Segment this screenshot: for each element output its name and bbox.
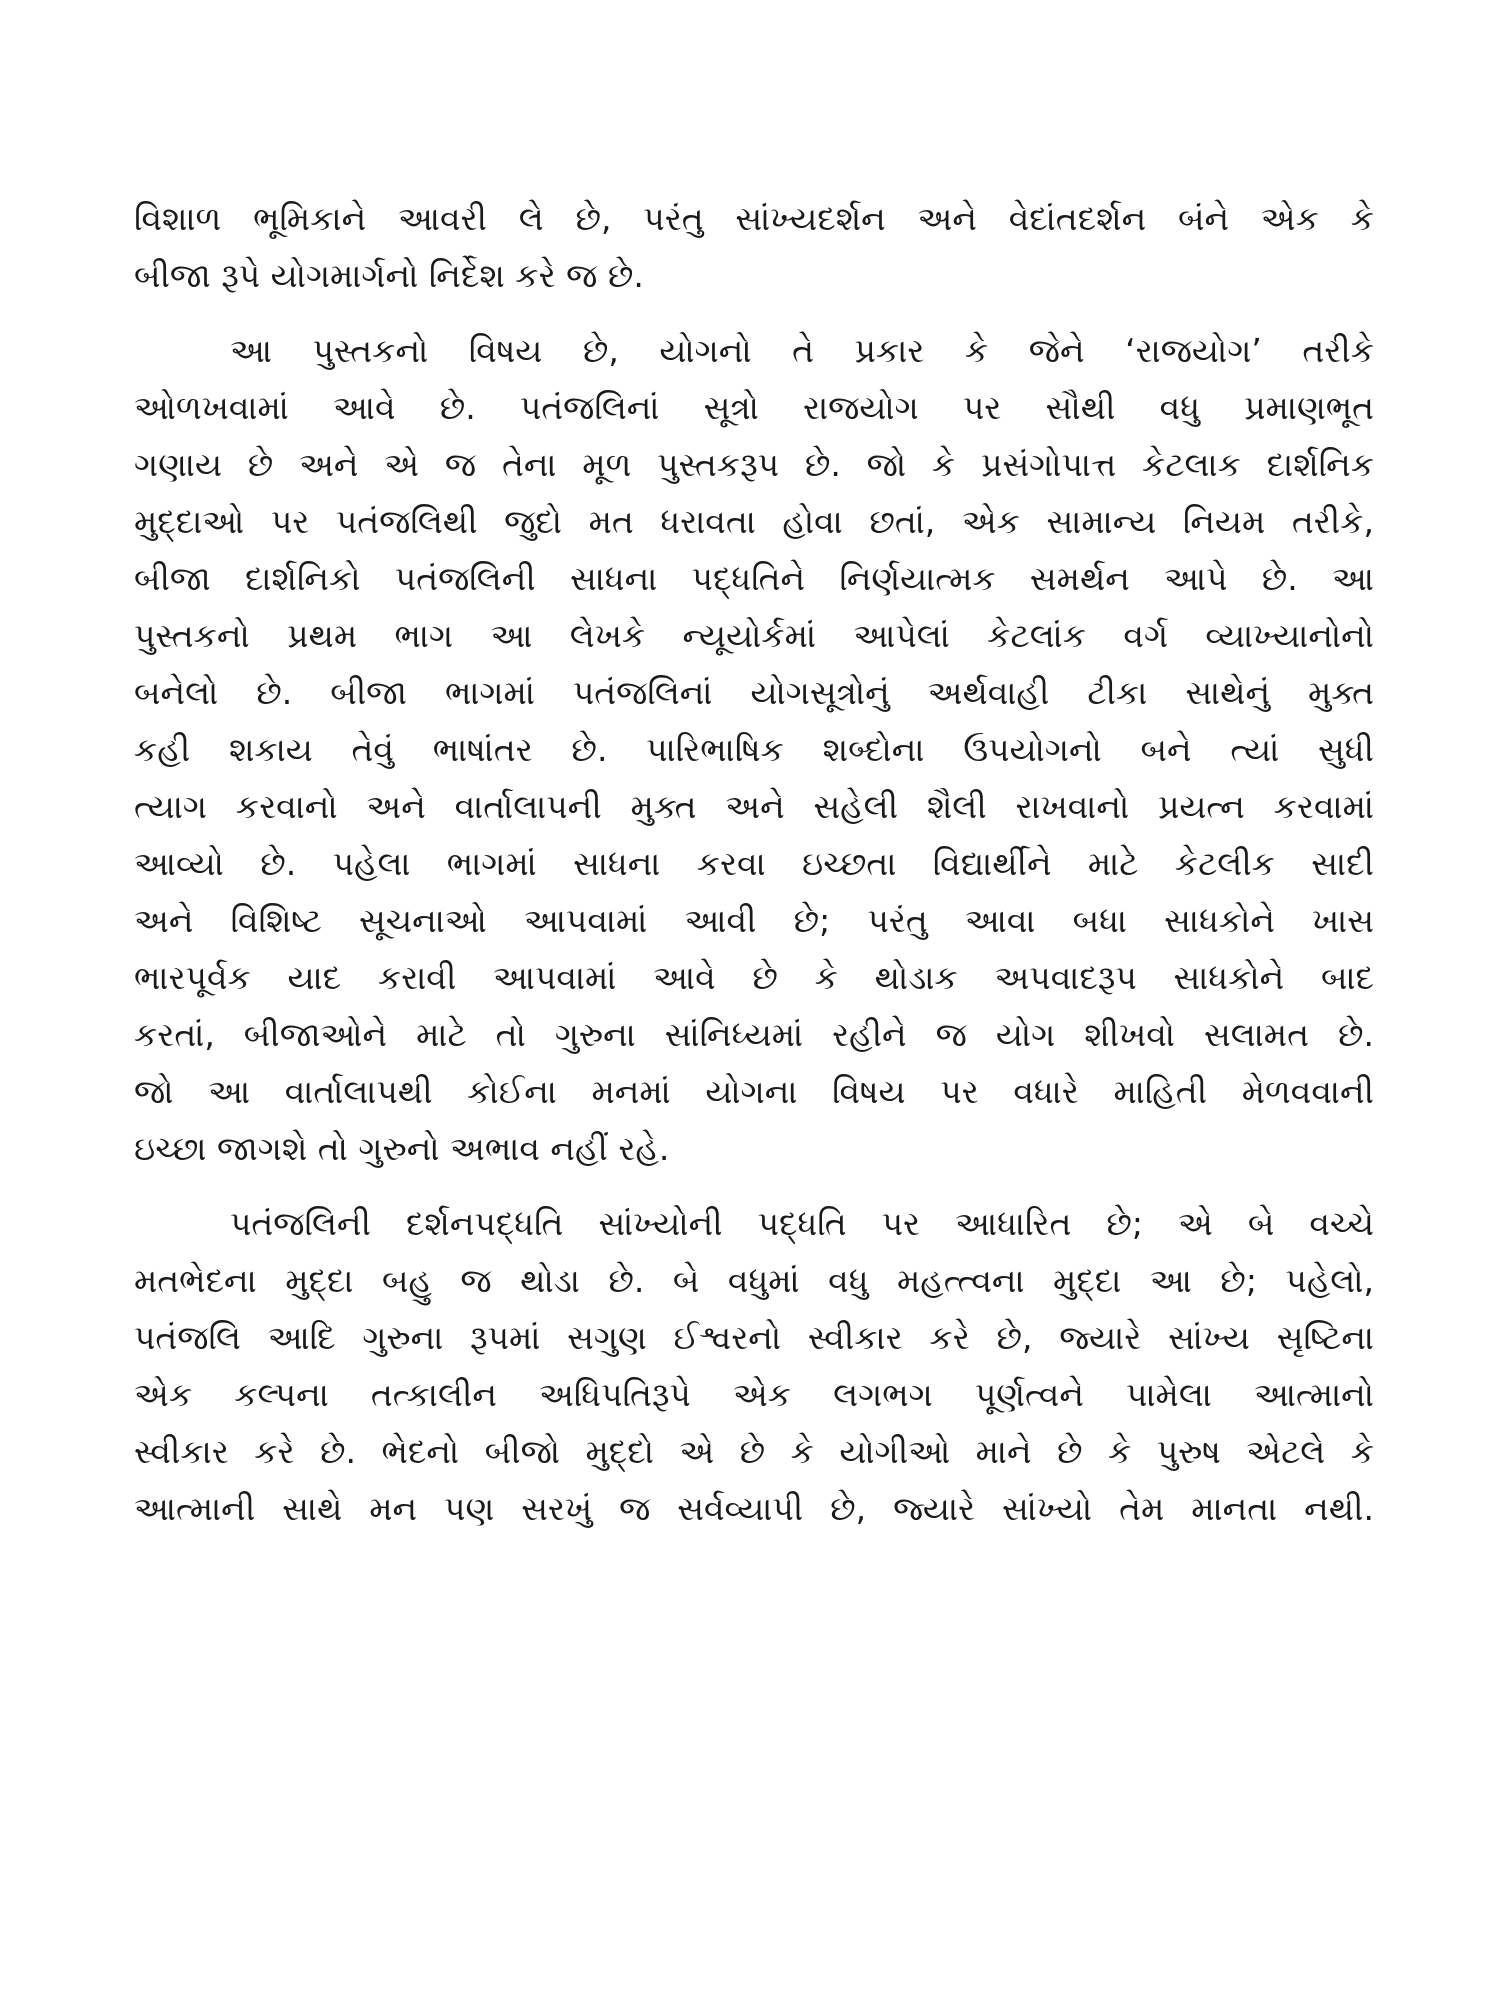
text-line: બીજા રૂપે યોગમાર્ગનો નિર્દેશ કરે જ છે. xyxy=(134,256,644,295)
text-line: પુસ્તકનો પ્રથમ ભાગ આ લેખકે ન્યૂયોર્કમાં આપેલાં કેટલાંક વર્ગ વ્યાખ્યાનોનો xyxy=(134,616,1374,655)
text-line: આવ્યો છે. પહેલા ભાગમાં સાધના કરવા ઇચ્છતા વિદ્યાર્થીને માટે કેટલીક સાદી xyxy=(134,844,1374,883)
text-line: આત્માની સાથે મન પણ સરખું જ સર્વવ્યાપી છે, જ્યારે સાંખ્યો તેમ માનતા નથી. xyxy=(134,1489,1374,1528)
text-line: જો આ વાર્તાલાપથી કોઈના મનમાં યોગના વિષય પર વધારે માહિતી મેળવવાની xyxy=(134,1072,1374,1111)
text-line: અને વિશિષ્ટ સૂચનાઓ આપવામાં આવી છે; પરંતુ આવા બધા સાધકોને ખાસ xyxy=(134,901,1374,940)
text-line: ઇચ્છા જાગશે તો ગુરુનો અભાવ નહીં રહે. xyxy=(134,1129,670,1168)
text-line: કરતાં, બીજાઓને માટે તો ગુરુના સાંનિધ્યમાં રહીને જ યોગ શીખવો સલામત છે. xyxy=(134,1015,1374,1054)
text-line: બનેલો છે. બીજા ભાગમાં પતંજલિનાં યોગસૂત્રોનું અર્થવાહી ટીકા સાથેનું મુક્ત xyxy=(134,673,1374,712)
text-line: પતંજલિની દર્શનપદ્ધતિ સાંખ્યોની પદ્ધતિ પર આધારિત છે; એ બે વચ્ચે xyxy=(230,1204,1374,1243)
paragraph-2 xyxy=(134,322,1374,1177)
paragraph-3 xyxy=(134,1195,1374,1537)
text-line: સ્વીકાર કરે છે. ભેદનો બીજો મુદ્દો એ છે કે યોગીઓ માને છે કે પુરુષ એટલે કે xyxy=(134,1432,1374,1471)
text-line: ગણાય છે અને એ જ તેના મૂળ પુસ્તકરૂપ છે. જો કે પ્રસંગોપાત્ત કેટલાક દાર્શનિક xyxy=(134,445,1374,484)
text-line: મતભેદના મુદ્દા બહુ જ થોડા છે. બે વધુમાં વધુ મહત્ત્વના મુદ્દા આ છે; પહેલો, xyxy=(134,1261,1374,1300)
text-line: ઓળખવામાં આવે છે. પતંજલિનાં સૂત્રો રાજયોગ પર સૌથી વધુ પ્રમાણભૂત xyxy=(134,388,1374,427)
text-line: આ પુસ્તકનો વિષય છે, યોગનો તે પ્રકાર કે જેને ‘રાજયોગ’ તરીકે xyxy=(230,331,1374,370)
text-line: મુદ્દાઓ પર પતંજલિથી જુદો મત ધરાવતા હોવા છતાં, એક સામાન્ય નિયમ તરીકે, xyxy=(134,502,1374,541)
text-line: એક કલ્પના તત્કાલીન અધિપતિરૂપે એક લગભગ પૂર્ણત્વને પામેલા આત્માનો xyxy=(134,1375,1374,1414)
text-line: બીજા દાર્શનિકો પતંજલિની સાધના પદ્ધતિને નિર્ણયાત્મક સમર્થન આપે છે. આ xyxy=(134,559,1374,598)
paragraph-1 xyxy=(134,190,1374,304)
document-page xyxy=(134,190,1374,1537)
text-line: ત્યાગ કરવાનો અને વાર્તાલાપની મુક્ત અને સહેલી શૈલી રાખવાનો પ્રયત્ન કરવામાં xyxy=(134,787,1374,826)
paragraph-gap xyxy=(134,1177,1374,1195)
text-line: ભારપૂર્વક યાદ કરાવી આપવામાં આવે છે કે થોડાક અપવાદરૂપ સાધકોને બાદ xyxy=(134,958,1374,997)
text-line: કહી શકાય તેવું ભાષાંતર છે. પારિભાષિક શબ્દોના ઉપયોગનો બને ત્યાં સુધી xyxy=(134,730,1374,769)
text-line: વિશાળ ભૂમિકાને આવરી લે છે, પરંતુ સાંખ્યદર્શન અને વેદાંતદર્શન બંને એક કે xyxy=(134,199,1374,238)
text-line: પતંજલિ આદિ ગુરુના રૂપમાં સગુણ ઈશ્વરનો સ્વીકાર કરે છે, જ્યારે સાંખ્ય સૃષ્ટિના xyxy=(134,1318,1374,1357)
paragraph-gap xyxy=(134,304,1374,322)
